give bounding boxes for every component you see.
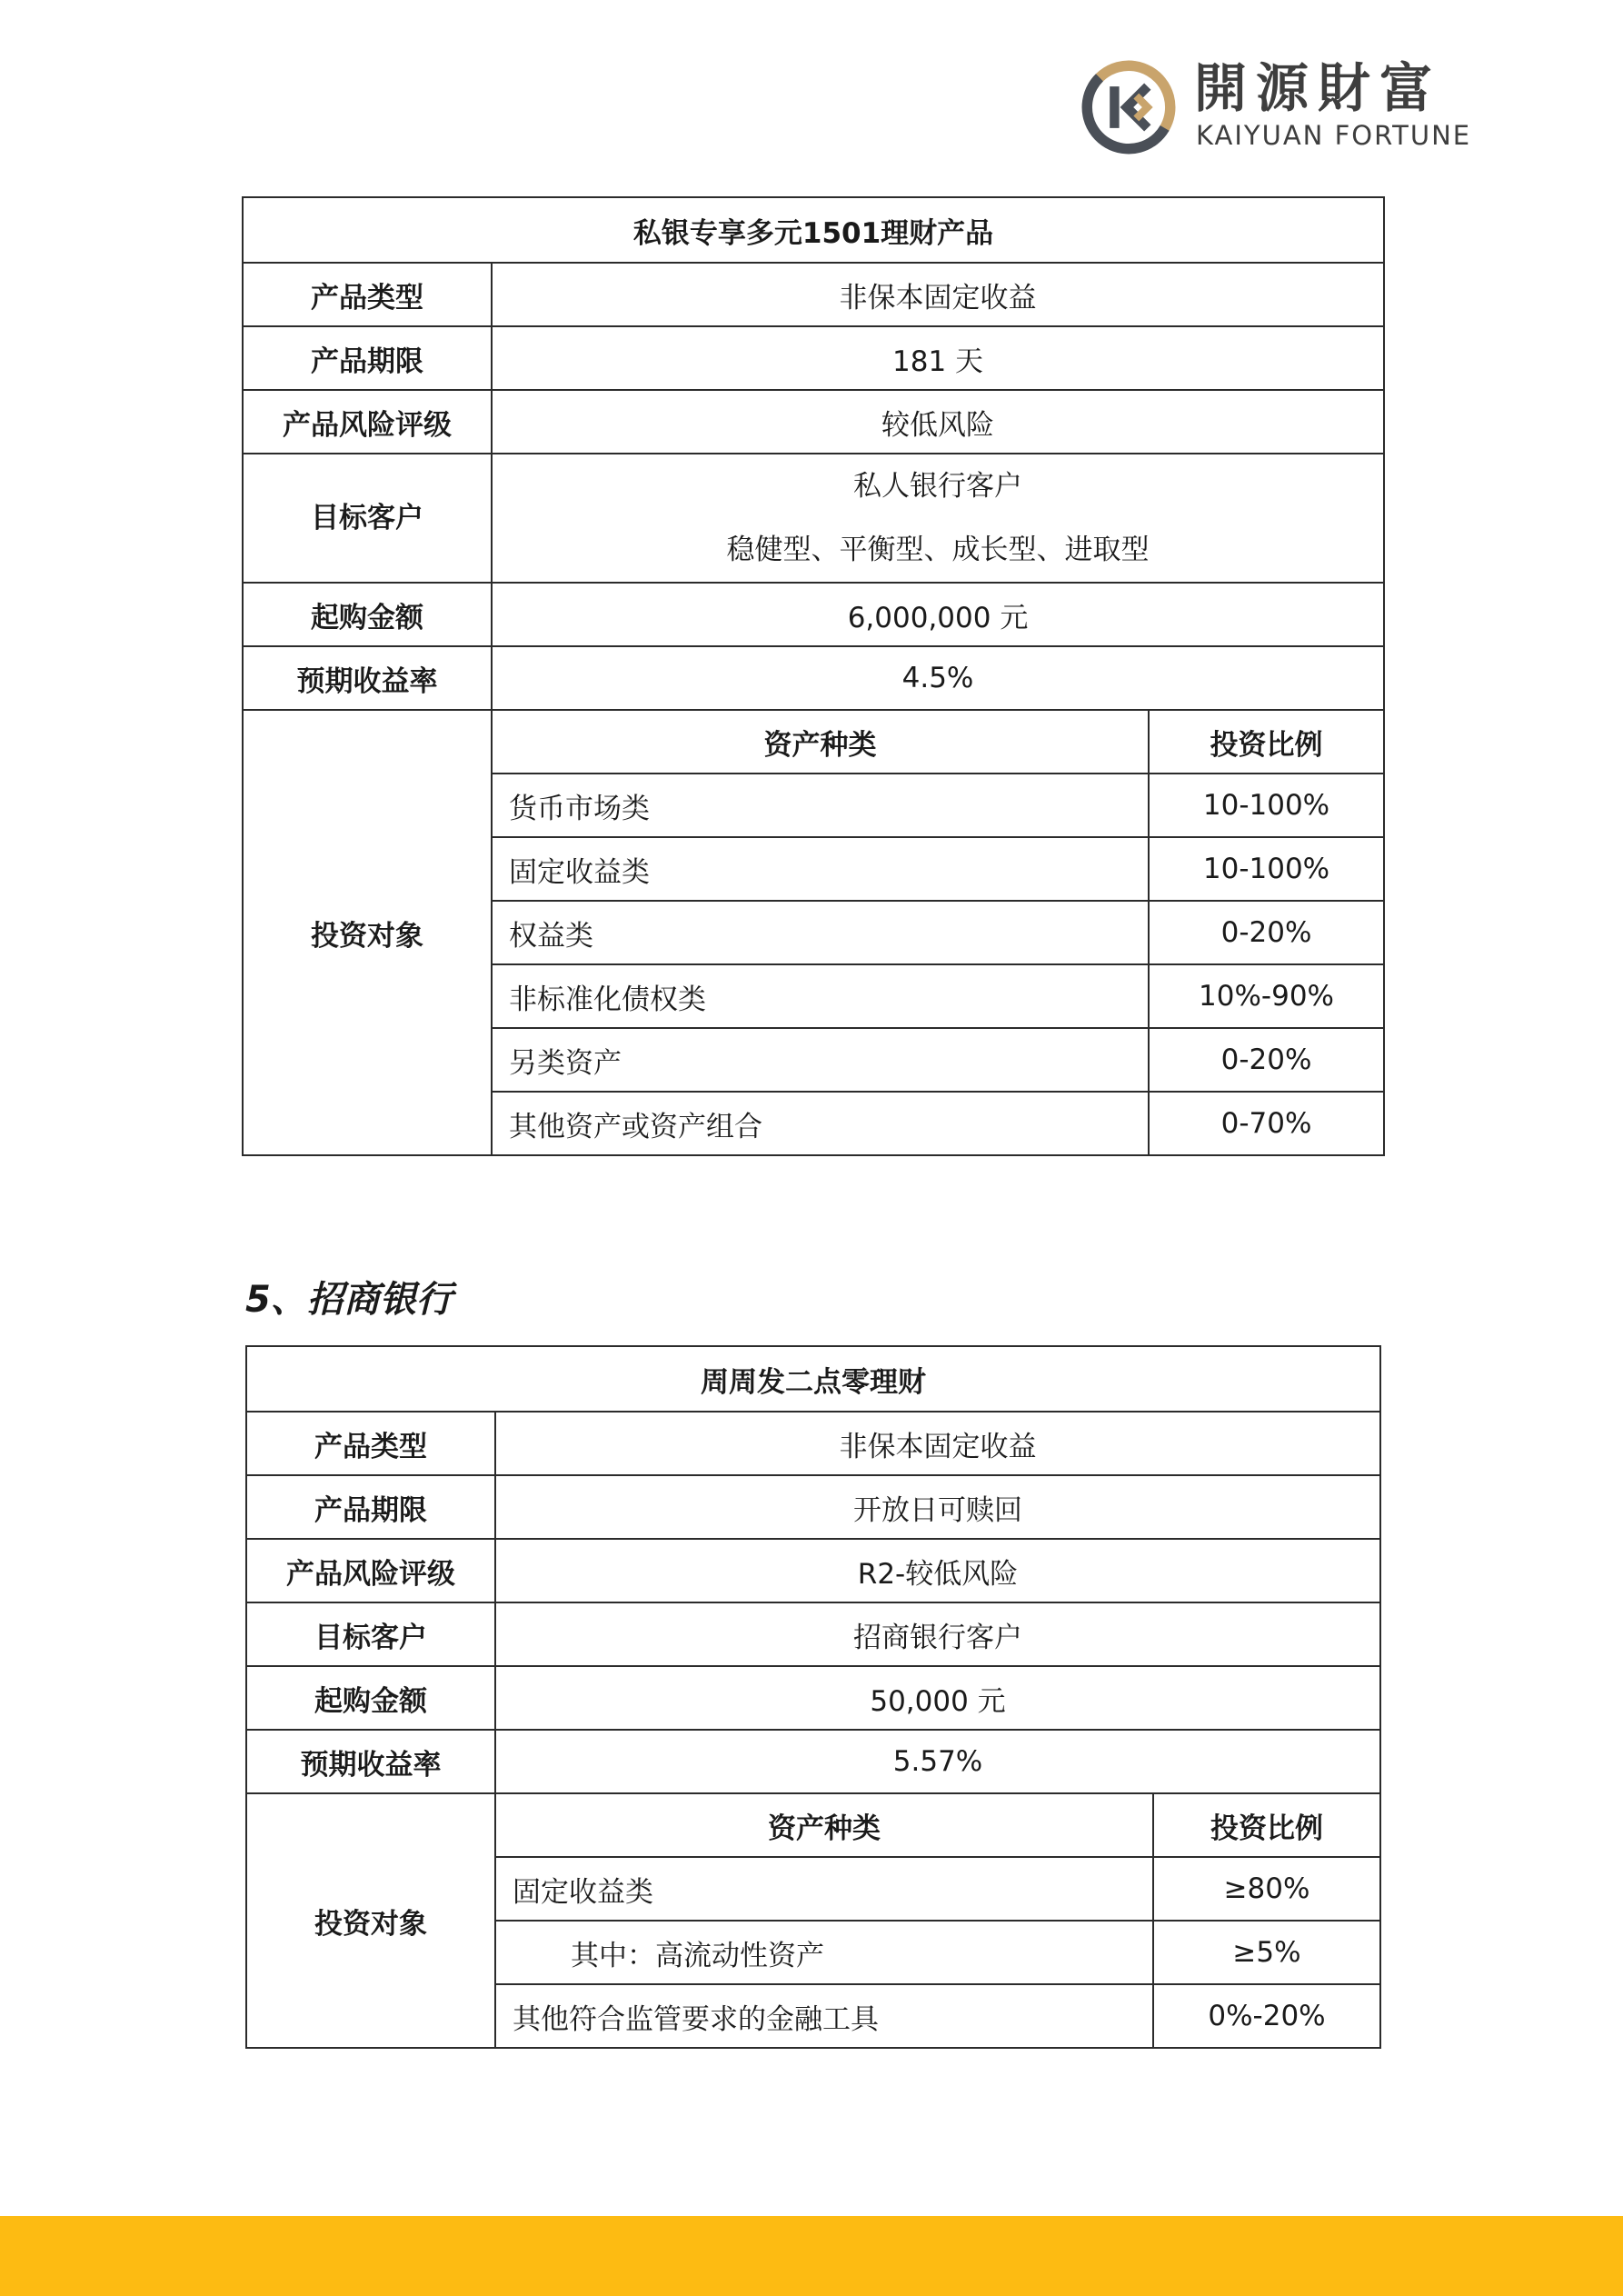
allocation: 10-100% bbox=[1149, 774, 1384, 837]
product-table-2 bbox=[245, 1345, 1381, 2049]
row-label: 预期收益率 bbox=[246, 1730, 495, 1793]
row-value: 招商银行客户 bbox=[495, 1602, 1380, 1666]
table-title: 周周发二点零理财 bbox=[246, 1346, 1380, 1412]
asset-type: 其中：高流动性资产 bbox=[495, 1921, 1153, 1984]
table-row bbox=[243, 390, 1384, 454]
target-client-line: 稳健型、平衡型、成长型、进取型 bbox=[726, 534, 1150, 566]
asset-type: 货币市场类 bbox=[492, 774, 1149, 837]
allocation: 0-20% bbox=[1149, 901, 1384, 964]
row-label: 起购金额 bbox=[243, 583, 492, 646]
table-row bbox=[246, 1730, 1380, 1793]
asset-type: 非标准化债权类 bbox=[492, 964, 1149, 1028]
row-label: 目标客户 bbox=[246, 1602, 495, 1666]
table-row bbox=[243, 263, 1384, 326]
table-row bbox=[243, 646, 1384, 710]
investment-label: 投资对象 bbox=[246, 1793, 495, 2048]
investment-header-row bbox=[243, 710, 1384, 774]
brand-name-en: KAIYUAN FORTUNE bbox=[1196, 120, 1472, 151]
row-label: 产品风险评级 bbox=[243, 390, 492, 454]
allocation: ≥80% bbox=[1153, 1857, 1380, 1921]
row-value: 50,000 元 bbox=[495, 1666, 1380, 1730]
row-label: 产品期限 bbox=[246, 1475, 495, 1539]
row-label: 产品期限 bbox=[243, 326, 492, 390]
row-label: 产品类型 bbox=[246, 1412, 495, 1475]
row-value: R2-较低风险 bbox=[495, 1539, 1380, 1602]
row-value: 非保本固定收益 bbox=[492, 263, 1384, 326]
row-value: 非保本固定收益 bbox=[495, 1412, 1380, 1475]
asset-type: 其他符合监管要求的金融工具 bbox=[495, 1984, 1153, 2048]
row-value: 181 天 bbox=[492, 326, 1384, 390]
allocation: ≥5% bbox=[1153, 1921, 1380, 1984]
allocation: 10%-90% bbox=[1149, 964, 1384, 1028]
investment-header-row bbox=[246, 1793, 1380, 1857]
product-table-1 bbox=[242, 196, 1385, 1156]
asset-type: 另类资产 bbox=[492, 1028, 1149, 1092]
allocation: 0-20% bbox=[1149, 1028, 1384, 1092]
row-value: 较低风险 bbox=[492, 390, 1384, 454]
row-label: 预期收益率 bbox=[243, 646, 492, 710]
allocation: 10-100% bbox=[1149, 837, 1384, 901]
asset-type-header: 资产种类 bbox=[495, 1793, 1153, 1857]
asset-type-header: 资产种类 bbox=[492, 710, 1149, 774]
row-value: 4.5% bbox=[492, 646, 1384, 710]
kaiyuan-k-mark-icon bbox=[1081, 60, 1176, 155]
row-label: 目标客户 bbox=[243, 454, 492, 583]
table-row bbox=[243, 326, 1384, 390]
table-title-row bbox=[246, 1346, 1380, 1412]
allocation: 0%-20% bbox=[1153, 1984, 1380, 2048]
row-value: 6,000,000 元 bbox=[492, 583, 1384, 646]
footer-bar bbox=[0, 2216, 1623, 2296]
asset-type: 固定收益类 bbox=[495, 1857, 1153, 1921]
table-row bbox=[246, 1475, 1380, 1539]
target-client-line: 私人银行客户 bbox=[853, 470, 1023, 503]
row-value: 开放日可赎回 bbox=[495, 1475, 1380, 1539]
table-row bbox=[246, 1602, 1380, 1666]
table-row bbox=[246, 1666, 1380, 1730]
row-label: 产品类型 bbox=[243, 263, 492, 326]
allocation-header: 投资比例 bbox=[1149, 710, 1384, 774]
brand-logo bbox=[1081, 56, 1499, 156]
brand-name-cn: 開源財富 bbox=[1194, 57, 1442, 119]
table-row bbox=[243, 583, 1384, 646]
asset-type: 权益类 bbox=[492, 901, 1149, 964]
investment-label: 投资对象 bbox=[243, 710, 492, 1155]
table-row bbox=[243, 454, 1384, 583]
asset-type: 固定收益类 bbox=[492, 837, 1149, 901]
row-value: 5.57% bbox=[495, 1730, 1380, 1793]
table-title: 私银专享多元1501理财产品 bbox=[243, 197, 1384, 263]
table-title-row bbox=[243, 197, 1384, 263]
asset-type: 其他资产或资产组合 bbox=[492, 1092, 1149, 1155]
allocation-header: 投资比例 bbox=[1153, 1793, 1380, 1857]
table-row bbox=[246, 1539, 1380, 1602]
allocation: 0-70% bbox=[1149, 1092, 1384, 1155]
row-label: 起购金额 bbox=[246, 1666, 495, 1730]
section-heading: 5、招商银行 bbox=[245, 1279, 453, 1321]
row-label: 产品风险评级 bbox=[246, 1539, 495, 1602]
table-row bbox=[246, 1412, 1380, 1475]
row-value bbox=[492, 454, 1384, 583]
